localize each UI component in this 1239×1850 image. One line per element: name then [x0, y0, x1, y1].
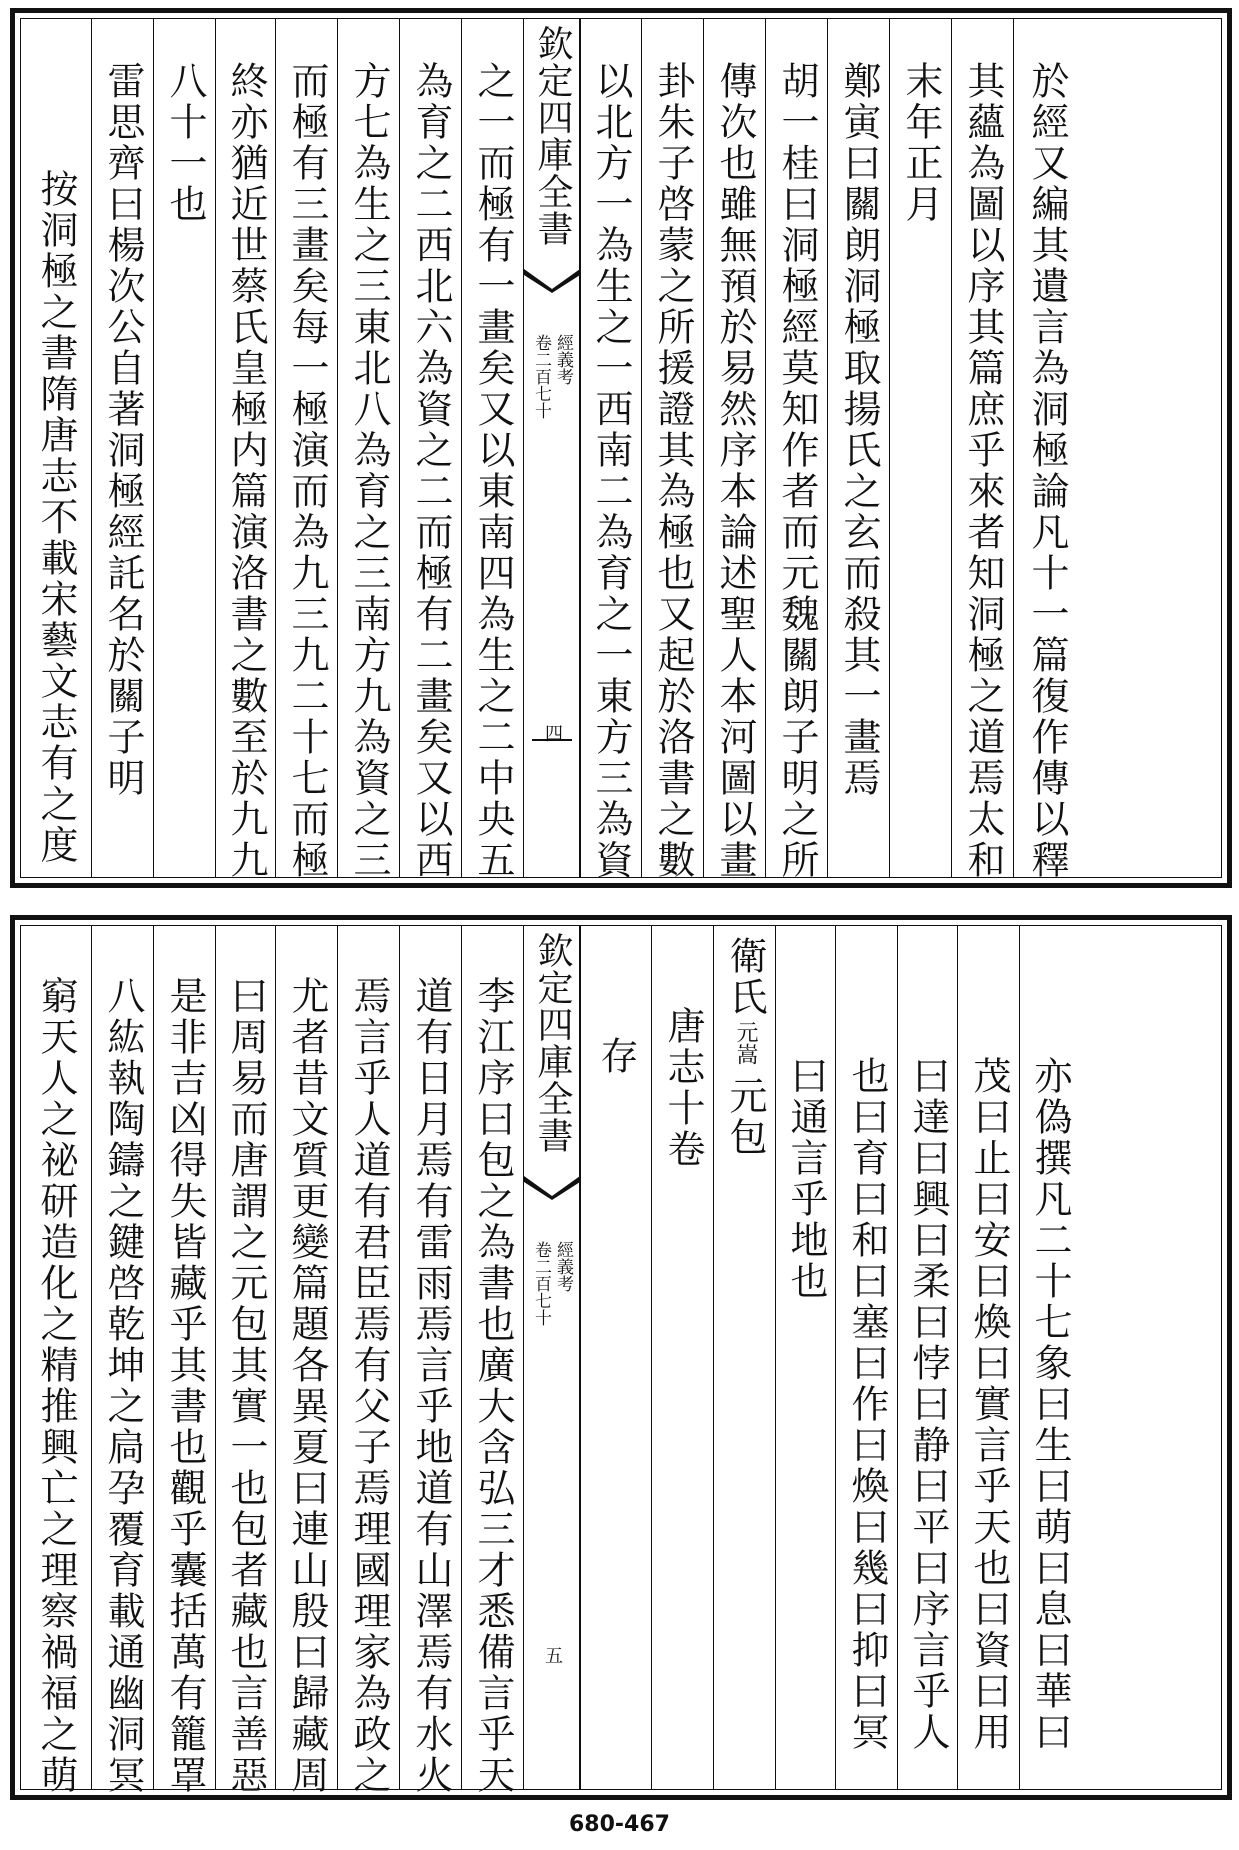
author-surname: 衛氏 — [723, 936, 767, 1018]
fish-tail-mark — [524, 269, 580, 293]
text-column — [957, 926, 1020, 1789]
text-column — [579, 926, 652, 1789]
column-text: 鄭寅曰關朗洞極取揚氏之玄而殺其一畫焉 — [837, 61, 881, 799]
author-given-name: 元嵩 — [733, 1021, 758, 1065]
fish-tail-mark — [524, 1176, 580, 1200]
preservation-status: 存 — [594, 1036, 638, 1077]
column-text: 是非吉凶得失皆藏乎其書也觀乎囊括萬有籠罩 — [163, 976, 207, 1796]
text-column — [21, 19, 91, 877]
column-text: 之一而極有一畫矣又以東南四為生之二中央五 — [471, 61, 515, 881]
text-column — [897, 926, 958, 1789]
collection-title: 欽定四庫全書 — [532, 25, 573, 247]
text-column — [889, 19, 952, 877]
text-column — [1013, 19, 1080, 881]
text-column — [399, 19, 462, 881]
text-column — [827, 19, 890, 877]
text-column — [461, 19, 524, 881]
text-column — [765, 19, 828, 881]
text-column — [337, 19, 400, 881]
column-text: 於經又編其遺言為洞極論凡十一篇復作傳以釋 — [1025, 61, 1069, 881]
book-title: 經義考 — [553, 1241, 573, 1292]
catalog-entry: 唐志十卷 — [661, 1006, 705, 1170]
column-text: 終亦猶近世蔡氏皇極内篇演洛書之數至於九九 — [224, 61, 268, 881]
text-column — [835, 926, 898, 1789]
text-column — [215, 19, 276, 881]
text-column — [641, 19, 704, 881]
work-title: 元包 — [723, 1076, 767, 1158]
page-number: 四 — [542, 724, 563, 742]
text-column — [337, 926, 400, 1796]
center-block — [523, 926, 581, 1789]
volume-number: 卷二百七十 — [531, 334, 551, 419]
center-block — [523, 19, 581, 877]
text-column — [775, 926, 836, 1789]
column-text: 胡一桂曰洞極經莫知作者而元魏關朗子明之所 — [775, 61, 819, 881]
text-column — [91, 19, 154, 877]
column-text: 八十一也 — [163, 61, 207, 225]
bottom-page — [10, 915, 1232, 1800]
collection-title: 欽定四庫全書 — [532, 932, 573, 1154]
text-column — [651, 926, 714, 1789]
text-column — [215, 926, 276, 1796]
volume-number: 卷二百七十 — [531, 1241, 551, 1326]
top-page — [10, 8, 1232, 888]
column-text: 八紘執陶鑄之鍵啓乾坤之扃孕覆育載通幽洞冥 — [101, 976, 145, 1796]
page-footer-number: 680-467 — [569, 1812, 670, 1837]
text-column — [1019, 926, 1080, 1789]
column-text: 曰通言乎地也 — [784, 1056, 828, 1302]
column-text: 尤者昔文質更變篇題各異夏曰連山殷曰歸藏周 — [285, 976, 329, 1796]
text-column — [579, 19, 642, 881]
column-text: 其蘊為圖以序其篇庶乎來者知洞極之道焉太和 — [961, 61, 1005, 881]
column-text: 為育之二西北六為資之二而極有二畫矣又以西 — [409, 61, 453, 881]
top-page-frame — [20, 18, 1222, 881]
text-column — [275, 19, 338, 881]
text-column — [153, 926, 216, 1796]
column-text: 方七為生之三東北八為育之三南方九為資之三 — [347, 61, 391, 881]
column-text: 末年正月 — [899, 61, 943, 225]
text-column — [21, 926, 91, 1796]
text-column — [275, 926, 338, 1796]
column-text: 也曰育曰和曰塞曰作曰煥曰幾曰抑曰冥 — [845, 1056, 889, 1753]
text-column — [713, 926, 776, 1789]
column-text: 曰周易而唐謂之元包其實一也包者藏也言善惡 — [224, 976, 268, 1796]
column-text: 亦偽撰凡二十七象曰生曰萌曰息曰華曰 — [1028, 1056, 1072, 1753]
column-text: 茂曰止曰安曰煥曰實言乎天也曰資曰用 — [967, 1056, 1011, 1753]
text-column — [951, 19, 1014, 881]
text-column — [399, 926, 462, 1796]
page-number: 五 — [542, 1646, 563, 1664]
column-text: 而極有三畫矣每一極演而為九三九二十七而極 — [285, 61, 329, 881]
book-title: 經義考 — [553, 334, 573, 385]
column-text: 窮天人之祕研造化之精推興亡之理察禍福之萌 — [34, 976, 78, 1796]
text-column — [461, 926, 524, 1796]
text-column — [703, 19, 766, 881]
column-text: 李江序曰包之為書也廣大含弘三才悉備言乎天 — [471, 976, 515, 1796]
column-text: 雷思齊曰楊次公自著洞極經託名於關子明 — [101, 61, 145, 799]
text-column — [153, 19, 216, 877]
column-text: 焉言乎人道有君臣焉有父子焉理國理家為政之 — [347, 976, 391, 1796]
column-text: 曰達曰興曰柔曰悖曰静曰平曰序言乎人 — [906, 1056, 950, 1753]
column-text: 卦朱子啓蒙之所援證其為極也又起於洛書之數 — [651, 61, 695, 881]
column-text: 以北方一為生之一西南二為育之一東方三為資 — [589, 61, 633, 881]
text-column — [91, 926, 154, 1796]
column-text: 按洞極之書隋唐志不載宋藝文志有之度 — [34, 169, 78, 866]
column-text: 道有日月焉有雷雨焉言乎地道有山澤焉有水火 — [409, 976, 453, 1796]
column-text: 傳次也雖無預於易然序本論述聖人本河圖以畫 — [713, 61, 757, 881]
bottom-page-frame — [20, 925, 1222, 1796]
